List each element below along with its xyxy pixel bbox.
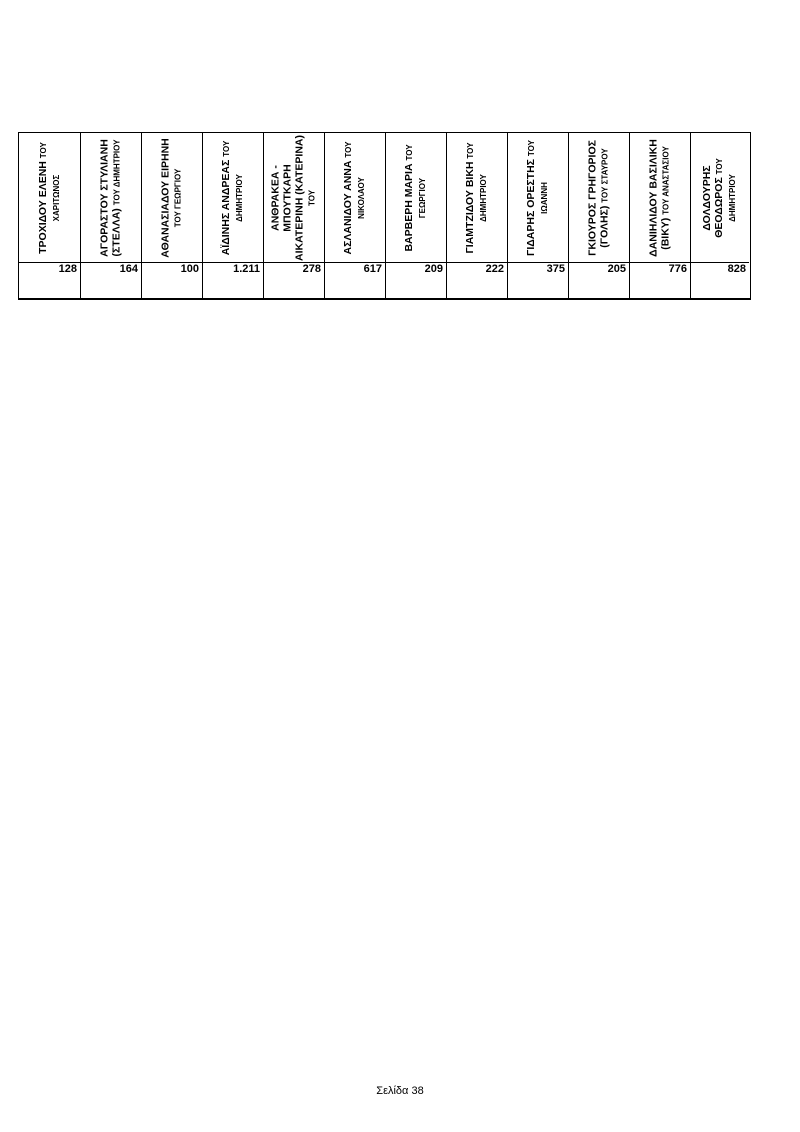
candidate-name: ΓΙΔΑΡΗΣ ΟΡΕΣΤΗΣ bbox=[525, 158, 537, 256]
candidate-father: ΤΟΥ ΝΙΚΟΛΑΟΥ bbox=[344, 141, 366, 219]
candidate-father: ΤΟΥ ΔΗΜΗΤΡΙΟΥ bbox=[222, 140, 244, 222]
candidate-column bbox=[141, 133, 202, 298]
candidate-column bbox=[507, 133, 568, 298]
candidate-name: ΓΙΑΜΤΖΙΔΟΥ ΒΙΚΗ bbox=[464, 160, 476, 254]
candidate-name: ΔΟΛΔΟΥΡΗΣ ΘΕΟΔΩΡΟΣ bbox=[701, 164, 725, 238]
candidate-header bbox=[508, 133, 568, 263]
candidate-votes: 164 bbox=[119, 263, 138, 275]
candidate-father: ΤΟΥ ΔΗΜΗΤΡΙΟΥ bbox=[715, 157, 737, 222]
candidate-header bbox=[19, 133, 80, 263]
candidate-header bbox=[264, 133, 324, 263]
candidate-header bbox=[447, 133, 507, 263]
candidate-name: ΑΘΑΝΑΣΙΑΔΟΥ ΕΙΡΗΝΗ bbox=[159, 137, 172, 258]
candidate-header bbox=[569, 133, 629, 263]
candidate-votes: 222 bbox=[485, 263, 504, 275]
candidate-column bbox=[690, 133, 749, 298]
candidate-votes: 278 bbox=[302, 263, 321, 275]
candidate-votes: 209 bbox=[424, 263, 443, 275]
candidate-name: ΔΑΝΙΗΛΙΔΟΥ ΒΑΣΙΛΙΚΗ (ΒΙΚΥ) bbox=[647, 138, 672, 257]
candidate-header bbox=[386, 133, 446, 263]
candidate-column bbox=[19, 133, 80, 298]
candidate-father: ΤΟΥ bbox=[307, 189, 317, 206]
candidate-father: ΤΟΥ ΓΕΩΡΓΙΟΥ bbox=[173, 168, 183, 227]
candidate-votes: 128 bbox=[58, 263, 77, 275]
candidate-votes: 205 bbox=[607, 263, 626, 275]
candidate-father: ΤΟΥ ΙΩΑΝΝΗ bbox=[527, 139, 549, 214]
candidate-votes: 828 bbox=[727, 263, 746, 275]
candidate-votes: 375 bbox=[546, 263, 565, 275]
candidate-header bbox=[203, 133, 263, 263]
candidate-column bbox=[202, 133, 263, 298]
candidates-votes-table bbox=[18, 132, 751, 300]
candidate-father: ΤΟΥ ΔΗΜΗΤΡΙΟΥ bbox=[466, 141, 488, 222]
candidate-header bbox=[81, 133, 141, 263]
candidate-name: ΓΚΙΟΥΡΟΣ ΓΡΗΓΟΡΙΟΣ (ΓΟΛΗΣ) bbox=[586, 139, 611, 256]
candidate-column bbox=[263, 133, 324, 298]
candidate-father: ΤΟΥ ΣΤΑΥΡΟΥ bbox=[600, 147, 610, 203]
candidate-father: ΤΟΥ ΑΝΑΣΤΑΣΙΟΥ bbox=[661, 145, 671, 215]
candidate-father: ΤΟΥ ΓΕΩΡΓΙΟΥ bbox=[405, 143, 427, 218]
candidate-name: ΤΡΟΧΙΔΟΥ ΕΛΕΝΗ bbox=[36, 160, 49, 254]
page-number: Σελίδα 38 bbox=[376, 1085, 424, 1097]
candidate-name: ΑΪΔΙΝΗΣ ΑΝΔΡΕΑΣ bbox=[220, 159, 232, 255]
candidate-header bbox=[630, 133, 690, 263]
candidate-column bbox=[385, 133, 446, 298]
candidate-votes: 100 bbox=[180, 263, 199, 275]
candidate-name: ΑΝΘΡΑΚΕΑ - ΜΠΟΥΤΚΑΡΗ ΑΙΚΑΤΕΡΙΝΗ (ΚΑΤΕΡΙΝΑ) bbox=[269, 134, 306, 261]
candidate-name: ΑΣΛΑΝΙΔΟΥ ΑΝΝΑ bbox=[342, 160, 354, 254]
candidate-votes: 1.211 bbox=[233, 263, 260, 275]
candidate-votes: 617 bbox=[363, 263, 382, 275]
candidate-name: ΑΓΟΡΑΣΤΟΥ ΣΤΥΛΙΑΝΗ (ΣΤΕΛΛΑ) bbox=[98, 138, 123, 257]
candidate-header bbox=[325, 133, 385, 263]
candidate-column bbox=[446, 133, 507, 298]
candidate-father: ΤΟΥ ΔΗΜΗΤΡΙΟΥ bbox=[112, 139, 122, 205]
candidate-column bbox=[324, 133, 385, 298]
candidate-header bbox=[691, 133, 749, 263]
candidate-father: ΤΟΥ ΧΑΡΙΤΩΝΟΣ bbox=[38, 141, 61, 221]
candidate-name: ΒΑΡΒΕΡΗ ΜΑΡΙΑ bbox=[403, 162, 415, 252]
candidate-column bbox=[80, 133, 141, 298]
candidate-votes: 776 bbox=[668, 263, 687, 275]
candidate-column bbox=[568, 133, 629, 298]
candidate-header bbox=[142, 133, 202, 263]
candidate-column bbox=[629, 133, 690, 298]
